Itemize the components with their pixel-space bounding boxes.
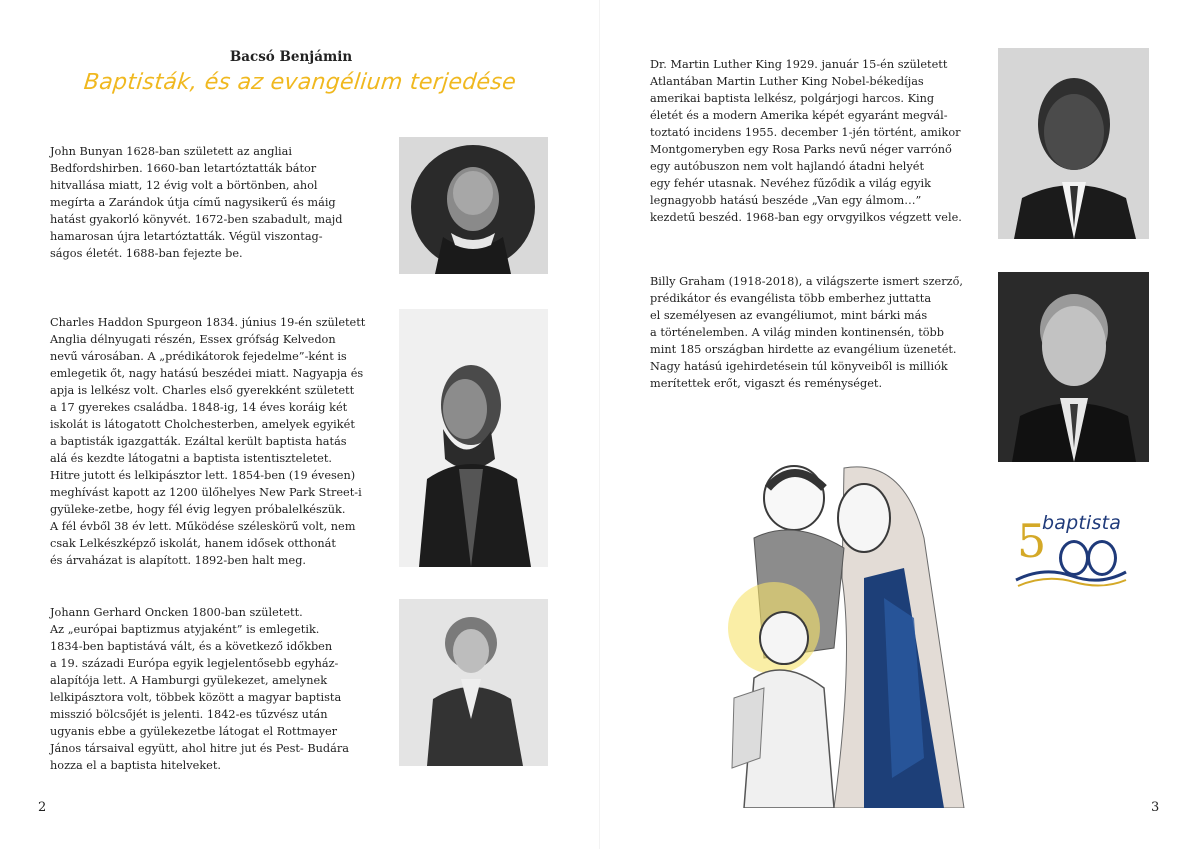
text-line: Az „európai baptizmus atyjaként” is emlegetik. — [50, 623, 320, 636]
text-line: Billy Graham (1918-2018), a világszerte ismert szerző, — [650, 275, 963, 288]
text-line: apja is lelkész volt. Charles első gyerekként született — [50, 384, 355, 397]
text-line: Bedfordshirben. 1660-ban letartóztatták bátor — [50, 162, 317, 175]
king-portrait — [998, 48, 1149, 239]
article-title: Baptisták, és az evangélium terjedése — [82, 70, 518, 95]
text-line: alapítója lett. A Hamburgi gyülekezet, amelynek — [50, 674, 328, 687]
text-line: iskolát is látogatott Cholchesterben, amelyek egyikét — [50, 418, 355, 431]
spurgeon-portrait — [399, 309, 548, 567]
oncken-paragraph — [50, 604, 349, 774]
text-line: merítettek erőt, vigaszt és reménységet. — [650, 377, 883, 390]
text-line: emlegetik őt, nagy hatású beszédei miatt. Nagyapja és — [50, 367, 364, 380]
text-line: Johann Gerhard Oncken 1800-ban született. — [50, 606, 303, 619]
bunyan-paragraph — [50, 143, 343, 262]
king-paragraph — [650, 56, 962, 226]
text-line: Montgomeryben egy Rosa Parks nevű néger varrónő — [650, 143, 952, 156]
text-line: legnagyobb hatású beszéde „Van egy álmom…” — [650, 194, 922, 207]
page-number-right: 3 — [1151, 800, 1160, 815]
text-line: hitvallása miatt, 12 évig volt a börtönben, ahol — [50, 179, 318, 192]
author-name: Bacsó Benjámin — [229, 49, 353, 65]
text-line: életét és a modern Amerika képét egyaránt megvál- — [650, 109, 948, 122]
text-line: Nagy hatású igehirdetésein túl könyveiből is milliók — [650, 360, 948, 373]
text-line: toztató incidens 1955. december 1-jén történt, amikor — [650, 126, 961, 139]
text-line: egy autóbuszon nem volt hajlandó átadni helyét — [650, 160, 925, 173]
text-line: prédikátor és evangélista több emberhez juttatta — [650, 292, 932, 305]
text-line: Charles Haddon Spurgeon 1834. június 19-én született — [50, 316, 366, 329]
text-line: János társaival együtt, ahol hitre jut és Pest- Budára — [50, 742, 350, 755]
text-line: Dr. Martin Luther King 1929. január 15-én született — [650, 58, 948, 71]
text-line: a baptisták igazgatták. Ezáltal került baptista hatás — [50, 435, 347, 448]
text-line: a történelemben. A világ minden kontinensén, több — [650, 326, 944, 339]
logo-number: 5 — [1017, 514, 1047, 568]
text-line: hatást gyakorló könyvét. 1672-ben szabadult, majd — [50, 213, 343, 226]
text-line: lelkipásztora volt, többek között a magyar baptista — [50, 691, 342, 704]
text-line: Anglia délnyugati részén, Essex grófság Kelvedon — [50, 333, 336, 346]
text-line: nevű városában. A „prédikátorok fejedelme”-ként is — [50, 350, 347, 363]
text-line: egy fehér utasnak. Nevéhez fűződik a világ egyik — [650, 177, 931, 190]
text-line: John Bunyan 1628-ban született az angliai — [50, 145, 293, 158]
text-line: a 17 gyerekes családba. 1848-ig, 14 éves koráig két — [50, 401, 348, 414]
logo-wave — [1014, 510, 1128, 590]
text-line: gyüleke-zetbe, hogy fél évig legyen próbalelkészük. — [50, 503, 346, 516]
text-line: megírta a Zarándok útja című nagysikerű és máig — [50, 196, 336, 209]
text-line: mint 185 országban hirdette az evangélium üzenetét. — [650, 343, 957, 356]
text-line: hozza el a baptista hitelveket. — [50, 759, 221, 772]
text-line: alá és kezdte látogatni a baptista istentiszteletet. — [50, 452, 332, 465]
text-line: misszió bölcsőjét is jelenti. 1842-es tűzvész után — [50, 708, 328, 721]
graham-paragraph — [650, 273, 963, 392]
text-line: Atlantában Martin Luther King Nobel-békedíjas — [650, 75, 924, 88]
family-illustration — [724, 458, 976, 808]
text-line: ságos életét. 1688-ban fejezte be. — [50, 247, 243, 260]
bunyan-portrait — [399, 137, 548, 274]
text-line: Hitre jutott és lelkipásztor lett. 1854-ben (19 évesen) — [50, 469, 356, 482]
text-line: kezdetű beszéd. 1968-ban egy orvgyilkos végzett vele. — [650, 211, 962, 224]
text-line: ugyanis ebbe a gyülekezetbe látogat el Rottmayer — [50, 725, 338, 738]
baptista-500-logo — [1014, 510, 1128, 590]
text-line: és árvaházat is alapított. 1892-ben halt meg. — [50, 554, 307, 567]
page-number-left: 2 — [38, 800, 47, 815]
oncken-portrait — [399, 599, 548, 766]
logo-word: baptista — [1042, 512, 1122, 534]
text-line: A fél évből 38 év lett. Működése széleskörű volt, nem — [50, 520, 356, 533]
spurgeon-paragraph — [50, 314, 365, 569]
text-line: 1834-ben baptistává vált, és a következő időkben — [50, 640, 333, 653]
graham-portrait — [998, 272, 1149, 462]
text-line: csak Lelkészképző iskolát, hanem idősek otthonát — [50, 537, 336, 550]
text-line: hamarosan újra letartóztatták. Végül viszontag- — [50, 230, 323, 243]
text-line: meghívást kapott az 1200 ülőhelyes New Park Street-i — [50, 486, 362, 499]
text-line: a 19. századi Európa egyik legjelentősebb egyház- — [50, 657, 339, 670]
text-line: el személyesen az evangéliumot, mint bárki más — [650, 309, 928, 322]
text-line: amerikai baptista lelkész, polgárjogi harcos. King — [650, 92, 935, 105]
